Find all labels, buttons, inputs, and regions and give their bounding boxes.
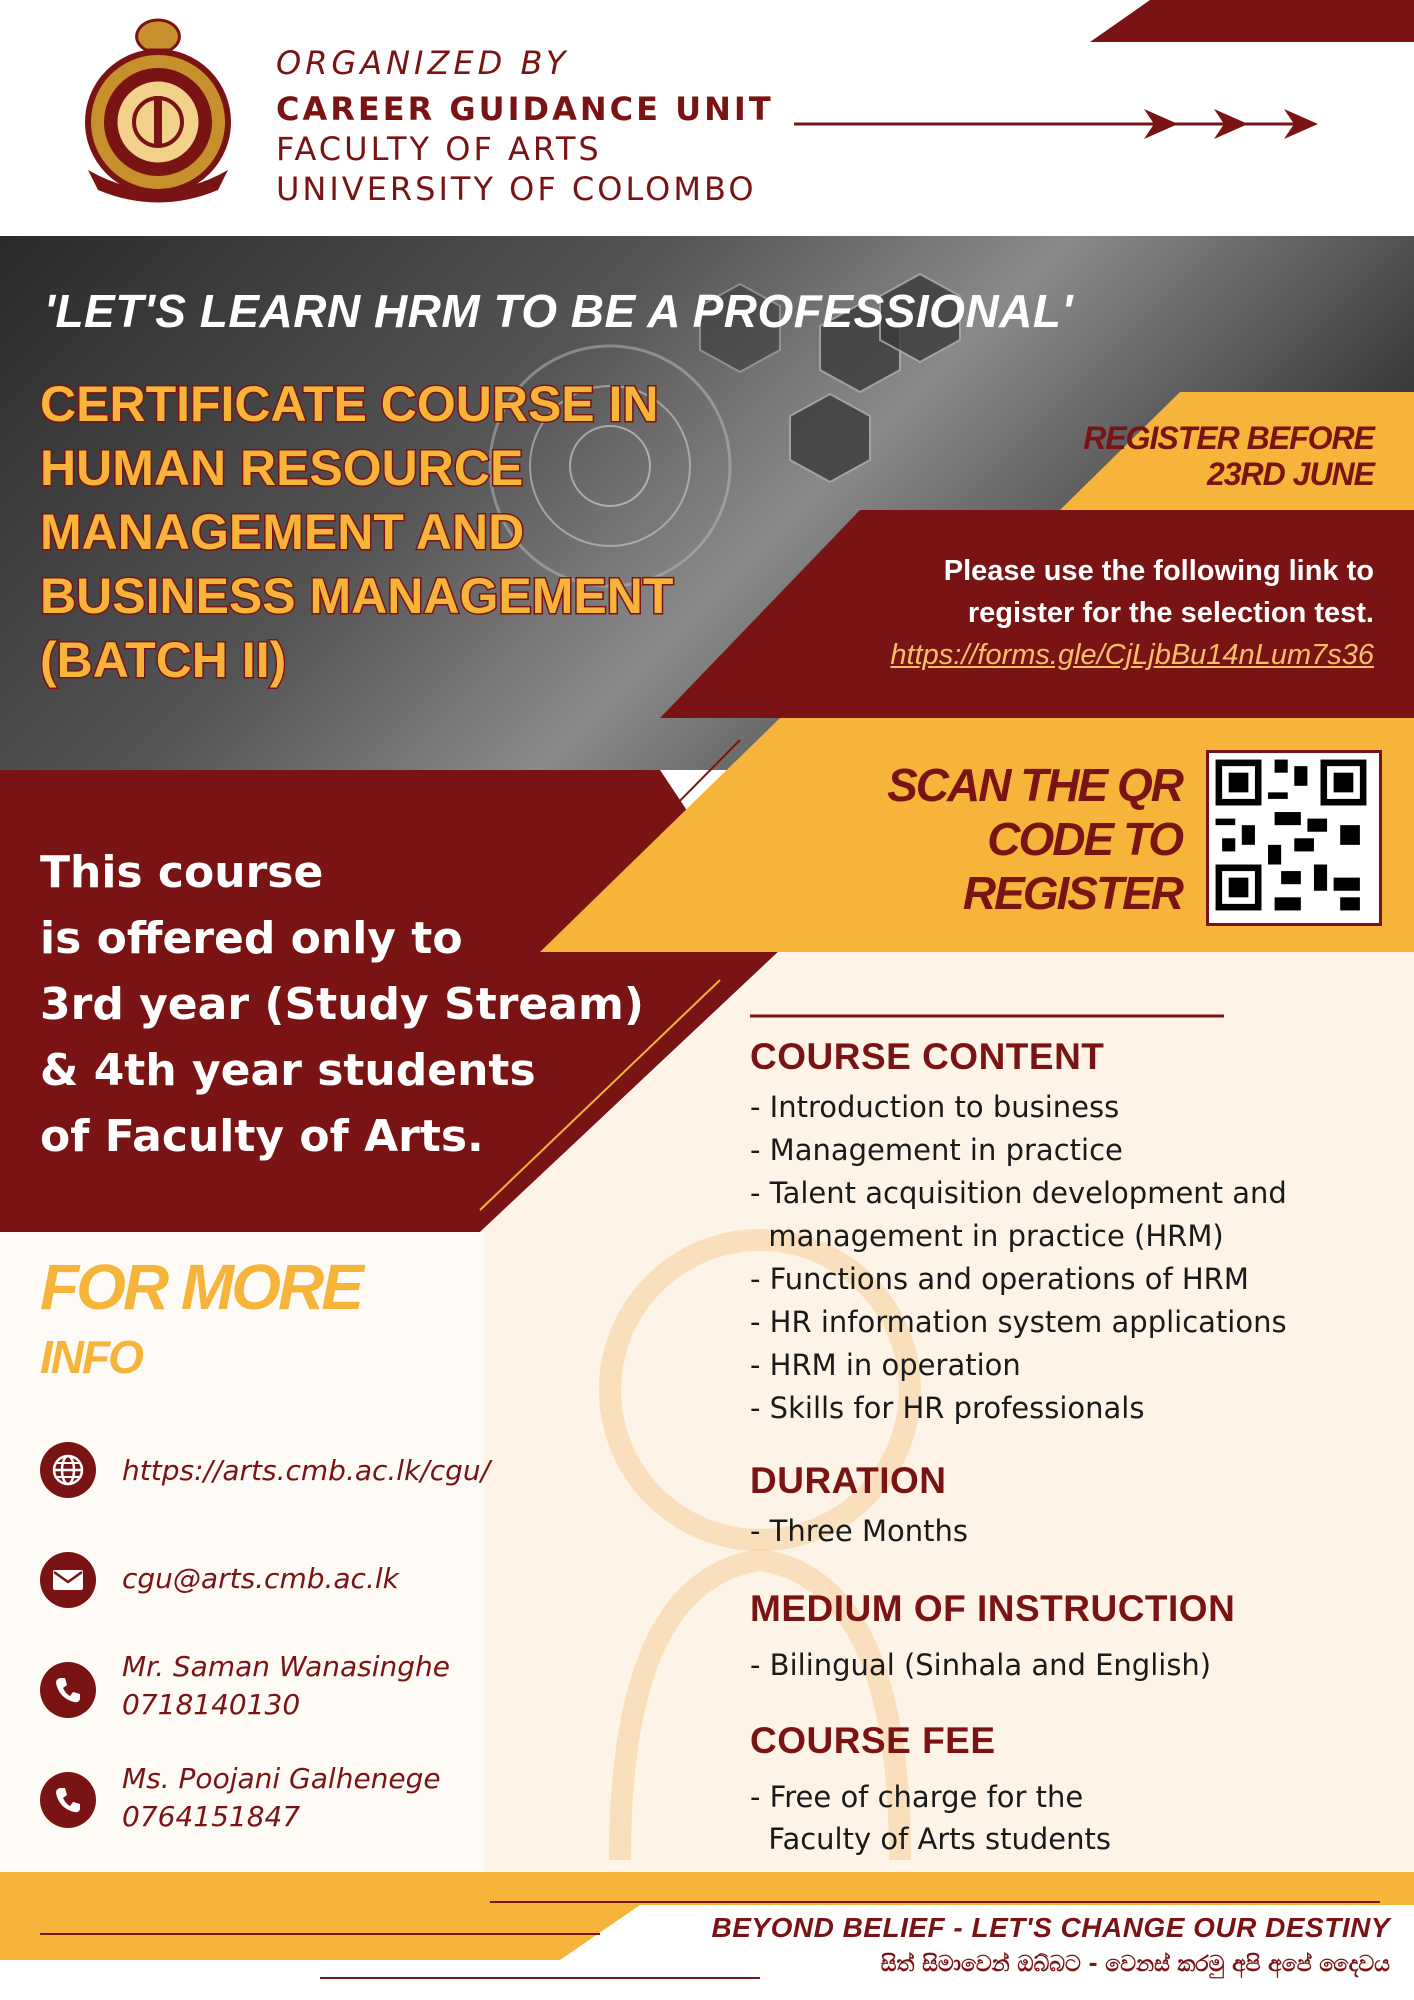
contact-phone[interactable]: 0764151847 (122, 1800, 301, 1833)
footer-slogan-sinhala: සිත් සිමාවෙන් ඔබ්බට - වෙනස් කරමු අපි අපේ දෛවය (880, 1952, 1390, 1977)
course-content-item: - Talent acquisition development and (750, 1176, 1287, 1210)
course-title-line: (BATCH II) (40, 632, 287, 688)
medium-heading: MEDIUM OF INSTRUCTION (750, 1588, 1236, 1629)
contact-name: Mr. Saman Wanasinghe (122, 1650, 450, 1683)
eligibility-line: & 4th year students (40, 1045, 536, 1096)
registration-instruction: Please use the following link to (943, 555, 1374, 587)
eligibility-line: of Faculty of Arts. (40, 1111, 484, 1162)
course-content-heading: COURSE CONTENT (750, 1036, 1105, 1077)
course-content-item: - Introduction to business (750, 1090, 1120, 1124)
more-info-subtitle: INFO (40, 1331, 142, 1383)
qr-pattern (1209, 753, 1373, 917)
eligibility-line: This course (40, 847, 324, 898)
course-content-item: - HR information system applications (750, 1305, 1287, 1339)
tagline: 'LET'S LEARN HRM TO BE A PROFESSIONAL' (44, 285, 1073, 337)
course-content-item: - Functions and operations of HRM (750, 1262, 1249, 1296)
eligibility-line: is offered only to (40, 913, 463, 964)
website-link[interactable]: https://arts.cmb.ac.lk/cgu/ (122, 1454, 491, 1487)
register-date-line: 23RD JUNE (1206, 456, 1374, 492)
eligibility-text (40, 840, 644, 1170)
fee-value: Faculty of Arts students (750, 1822, 1111, 1856)
duration-heading: DURATION (750, 1460, 947, 1501)
contact-phone[interactable]: 0718140130 (122, 1688, 301, 1721)
email-link[interactable]: cgu@arts.cmb.ac.lk (122, 1562, 399, 1595)
university-name: UNIVERSITY OF COLOMBO (276, 170, 757, 208)
eligibility-line: 3rd year (Study Stream) (40, 979, 644, 1030)
qr-code[interactable] (1206, 750, 1382, 926)
scan-qr-text (887, 758, 1182, 920)
scan-line: SCAN THE QR (887, 759, 1182, 811)
course-content-item: - Skills for HR professionals (750, 1391, 1145, 1425)
footer-slogan-english: BEYOND BELIEF - LET'S CHANGE OUR DESTINY (711, 1912, 1390, 1943)
register-before-line: REGISTER BEFORE (1083, 420, 1374, 456)
duration-value: - Three Months (750, 1514, 968, 1548)
phone-icon (40, 1662, 96, 1718)
registration-link[interactable]: https://forms.gle/CjLjbBu14nLum7s36 (890, 639, 1374, 671)
registration-info (890, 550, 1374, 676)
medium-value: - Bilingual (Sinhala and English) (750, 1648, 1212, 1682)
email-icon (40, 1552, 96, 1608)
course-title-line: BUSINESS MANAGEMENT (40, 568, 674, 624)
register-deadline (1083, 420, 1374, 492)
course-title-line: CERTIFICATE COURSE IN (40, 376, 659, 432)
faculty-name: FACULTY OF ARTS (276, 130, 602, 168)
course-title-line: HUMAN RESOURCE (40, 440, 524, 496)
career-guidance-unit: CAREER GUIDANCE UNIT (276, 90, 774, 128)
phone-icon (40, 1772, 96, 1828)
contact-name: Ms. Poojani Galhenege (122, 1762, 441, 1795)
scan-line: REGISTER (962, 867, 1182, 919)
course-title-line: MANAGEMENT AND (40, 504, 525, 560)
registration-instruction: register for the selection test. (967, 597, 1374, 629)
more-info-title: FOR MORE (40, 1251, 361, 1323)
globe-icon (40, 1442, 96, 1498)
scan-line: CODE TO (987, 813, 1182, 865)
fee-value: - Free of charge for the (750, 1780, 1084, 1814)
course-content-item: - HRM in operation (750, 1348, 1021, 1382)
fee-heading: COURSE FEE (750, 1720, 996, 1761)
organized-by-label: ORGANIZED BY (276, 44, 570, 82)
course-content-item: management in practice (HRM) (750, 1219, 1224, 1253)
course-content-item: - Management in practice (750, 1133, 1123, 1167)
